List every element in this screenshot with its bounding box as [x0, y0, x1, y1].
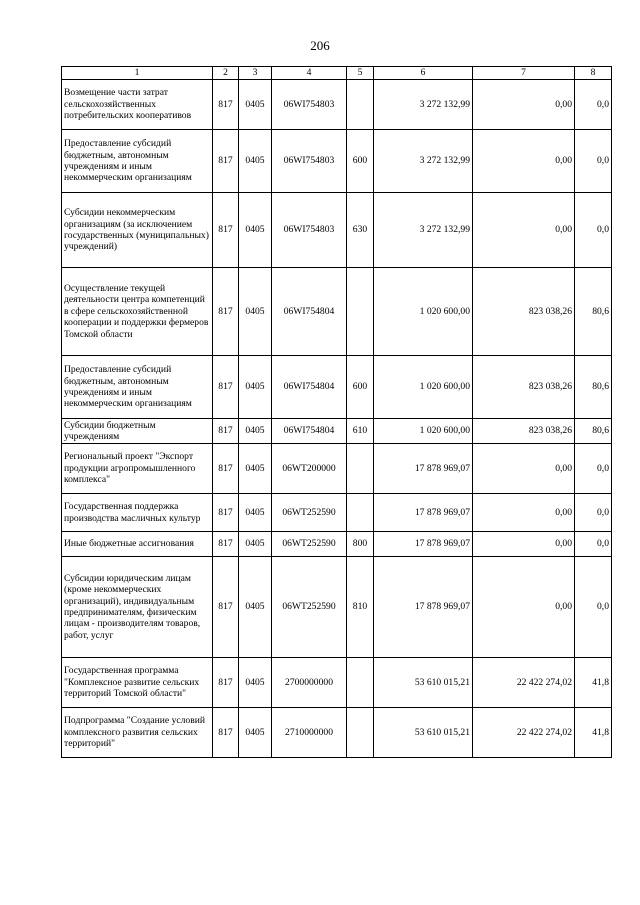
table-row — [62, 80, 612, 130]
section-code-cell: 0405 — [239, 444, 272, 494]
executed-amount-cell: 0,00 — [473, 444, 575, 494]
admin-code-cell: 817 — [213, 658, 239, 708]
expense-type-cell: 600 — [347, 356, 374, 419]
percent-cell: 0,0 — [575, 193, 612, 268]
table-row — [62, 708, 612, 758]
expense-type-cell: 600 — [347, 130, 374, 193]
row-name-cell: Предоставление субсидий бюджетным, автономным учреждениям и иным некоммерческим организациям — [62, 356, 213, 419]
section-code-cell: 0405 — [239, 80, 272, 130]
row-name-cell: Предоставление субсидий бюджетным, автономным учреждениям и иным некоммерческим организациям — [62, 130, 213, 193]
table-row — [62, 356, 612, 419]
percent-cell: 80,6 — [575, 268, 612, 356]
section-code-cell: 0405 — [239, 356, 272, 419]
target-article-cell: 06WI754803 — [272, 130, 347, 193]
section-code-cell: 0405 — [239, 532, 272, 557]
target-article-cell: 06WI754804 — [272, 419, 347, 444]
plan-amount-cell: 53 610 015,21 — [374, 708, 473, 758]
target-article-cell: 2710000000 — [272, 708, 347, 758]
expense-type-cell — [347, 268, 374, 356]
plan-amount-cell: 3 272 132,99 — [374, 130, 473, 193]
row-name-cell: Возмещение части затрат сельскохозяйственных потребительских кооперативов — [62, 80, 213, 130]
section-code-cell: 0405 — [239, 557, 272, 658]
section-code-cell: 0405 — [239, 419, 272, 444]
row-name-cell: Осуществление текущей деятельности центра компетенций в сфере сельскохозяйственной кооперации и поддержки фермеров Томской области — [62, 268, 213, 356]
expense-type-cell — [347, 708, 374, 758]
row-name-cell: Субсидии некоммерческим организациям (за исключением государственных (муниципальных) учреждений) — [62, 193, 213, 268]
expense-type-cell: 610 — [347, 419, 374, 444]
table-body — [62, 80, 612, 758]
row-name-cell: Субсидии юридическим лицам (кроме некоммерческих организаций), индивидуальным предпринимателям, физическим лицам - производителям товаров, работ, услуг — [62, 557, 213, 658]
row-name-cell: Региональный проект "Экспорт продукции агропромышленного комплекса" — [62, 444, 213, 494]
table-row — [62, 268, 612, 356]
table-row — [62, 193, 612, 268]
column-header: 2 — [213, 67, 239, 80]
target-article-cell: 06WI754803 — [272, 193, 347, 268]
executed-amount-cell: 0,00 — [473, 130, 575, 193]
row-name-cell: Государственная программа "Комплексное развитие сельских территорий Томской области" — [62, 658, 213, 708]
percent-cell: 0,0 — [575, 130, 612, 193]
plan-amount-cell: 17 878 969,07 — [374, 532, 473, 557]
admin-code-cell: 817 — [213, 708, 239, 758]
executed-amount-cell: 0,00 — [473, 494, 575, 532]
column-header: 6 — [374, 67, 473, 80]
row-name-cell: Субсидии бюджетным учреждениям — [62, 419, 213, 444]
table-row — [62, 444, 612, 494]
section-code-cell: 0405 — [239, 708, 272, 758]
target-article-cell: 06WT200000 — [272, 444, 347, 494]
table-row — [62, 557, 612, 658]
executed-amount-cell: 0,00 — [473, 532, 575, 557]
expense-type-cell: 630 — [347, 193, 374, 268]
admin-code-cell: 817 — [213, 268, 239, 356]
plan-amount-cell: 3 272 132,99 — [374, 193, 473, 268]
column-header: 4 — [272, 67, 347, 80]
executed-amount-cell: 22 422 274,02 — [473, 708, 575, 758]
section-code-cell: 0405 — [239, 494, 272, 532]
percent-cell: 0,0 — [575, 494, 612, 532]
admin-code-cell: 817 — [213, 193, 239, 268]
row-name-cell: Иные бюджетные ассигнования — [62, 532, 213, 557]
expense-type-cell — [347, 80, 374, 130]
budget-table — [61, 66, 612, 758]
percent-cell: 80,6 — [575, 419, 612, 444]
table-row — [62, 130, 612, 193]
table-row — [62, 532, 612, 557]
column-header: 3 — [239, 67, 272, 80]
column-header: 7 — [473, 67, 575, 80]
row-name-cell: Подпрограмма "Создание условий комплексного развития сельских территорий" — [62, 708, 213, 758]
admin-code-cell: 817 — [213, 80, 239, 130]
plan-amount-cell: 1 020 600,00 — [374, 356, 473, 419]
column-header: 8 — [575, 67, 612, 80]
executed-amount-cell: 22 422 274,02 — [473, 658, 575, 708]
target-article-cell: 06WT252590 — [272, 494, 347, 532]
percent-cell: 0,0 — [575, 444, 612, 494]
percent-cell: 41,8 — [575, 658, 612, 708]
expense-type-cell — [347, 444, 374, 494]
page-number: 206 — [310, 38, 330, 53]
percent-cell: 41,8 — [575, 708, 612, 758]
section-code-cell: 0405 — [239, 268, 272, 356]
plan-amount-cell: 1 020 600,00 — [374, 268, 473, 356]
expense-type-cell — [347, 494, 374, 532]
target-article-cell: 06WT252590 — [272, 532, 347, 557]
plan-amount-cell: 17 878 969,07 — [374, 444, 473, 494]
expense-type-cell — [347, 658, 374, 708]
table-row — [62, 419, 612, 444]
plan-amount-cell: 17 878 969,07 — [374, 557, 473, 658]
target-article-cell: 06WI754803 — [272, 80, 347, 130]
plan-amount-cell: 17 878 969,07 — [374, 494, 473, 532]
admin-code-cell: 817 — [213, 494, 239, 532]
admin-code-cell: 817 — [213, 557, 239, 658]
admin-code-cell: 817 — [213, 532, 239, 557]
percent-cell: 0,0 — [575, 532, 612, 557]
target-article-cell: 06WI754804 — [272, 356, 347, 419]
admin-code-cell: 817 — [213, 419, 239, 444]
plan-amount-cell: 53 610 015,21 — [374, 658, 473, 708]
percent-cell: 0,0 — [575, 80, 612, 130]
percent-cell: 80,6 — [575, 356, 612, 419]
table-header-row — [62, 67, 612, 80]
column-header: 1 — [62, 67, 213, 80]
table-row — [62, 494, 612, 532]
executed-amount-cell: 823 038,26 — [473, 268, 575, 356]
admin-code-cell: 817 — [213, 130, 239, 193]
expense-type-cell: 800 — [347, 532, 374, 557]
section-code-cell: 0405 — [239, 193, 272, 268]
executed-amount-cell: 0,00 — [473, 80, 575, 130]
target-article-cell: 06WI754804 — [272, 268, 347, 356]
column-header: 5 — [347, 67, 374, 80]
expense-type-cell: 810 — [347, 557, 374, 658]
target-article-cell: 06WT252590 — [272, 557, 347, 658]
target-article-cell: 2700000000 — [272, 658, 347, 708]
executed-amount-cell: 823 038,26 — [473, 419, 575, 444]
executed-amount-cell: 823 038,26 — [473, 356, 575, 419]
executed-amount-cell: 0,00 — [473, 193, 575, 268]
executed-amount-cell: 0,00 — [473, 557, 575, 658]
admin-code-cell: 817 — [213, 356, 239, 419]
plan-amount-cell: 1 020 600,00 — [374, 419, 473, 444]
section-code-cell: 0405 — [239, 658, 272, 708]
percent-cell: 0,0 — [575, 557, 612, 658]
section-code-cell: 0405 — [239, 130, 272, 193]
admin-code-cell: 817 — [213, 444, 239, 494]
row-name-cell: Государственная поддержка производства масличных культур — [62, 494, 213, 532]
plan-amount-cell: 3 272 132,99 — [374, 80, 473, 130]
table-row — [62, 658, 612, 708]
